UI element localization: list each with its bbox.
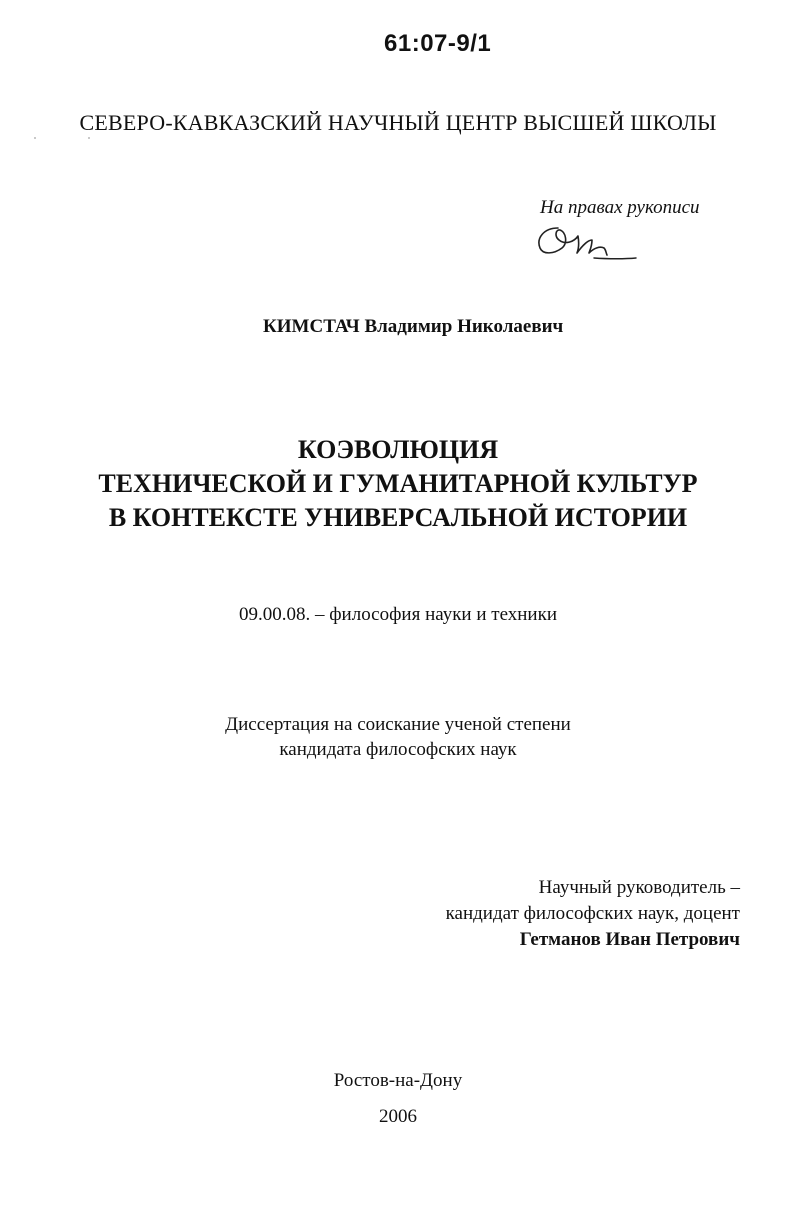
degree-line: кандидата философских наук (279, 739, 517, 760)
dissertation-title (0, 433, 796, 535)
manuscript-note: На правах рукописи (540, 197, 700, 218)
specialty-code: 09.00.08. – философия науки и техники (238, 604, 557, 625)
title-line: В КОНТЕКСТЕ УНИВЕРСАЛЬНОЙ ИСТОРИИ (108, 503, 688, 532)
scan-speck (34, 137, 36, 139)
degree-statement (0, 712, 796, 762)
author-name: КИМСТАЧ Владимир Николаевич (263, 316, 564, 337)
supervisor-credentials: кандидат философских наук, доцент (445, 903, 740, 924)
supervisor-name: Гетманов Иван Петрович (519, 929, 740, 950)
institution-name: СЕВЕРО-КАВКАЗСКИЙ НАУЧНЫЙ ЦЕНТР ВЫСШЕЙ ШКОЛЫ (79, 110, 717, 135)
year: 2006 (379, 1106, 417, 1127)
title-line: ТЕХНИЧЕСКОЙ И ГУМАНИТАРНОЙ КУЛЬТУР (98, 469, 698, 498)
scan-speck (88, 137, 90, 139)
title-line: КОЭВОЛЮЦИЯ (297, 435, 499, 464)
supervisor-role: Научный руководитель – (538, 877, 740, 898)
degree-line: Диссертация на соискание ученой степени (225, 714, 571, 735)
supervisor-block (446, 875, 740, 953)
city: Ростов-на-Дону (333, 1070, 463, 1091)
catalog-code: 61:07-9/1 (384, 30, 492, 57)
handwritten-signature (532, 222, 650, 266)
